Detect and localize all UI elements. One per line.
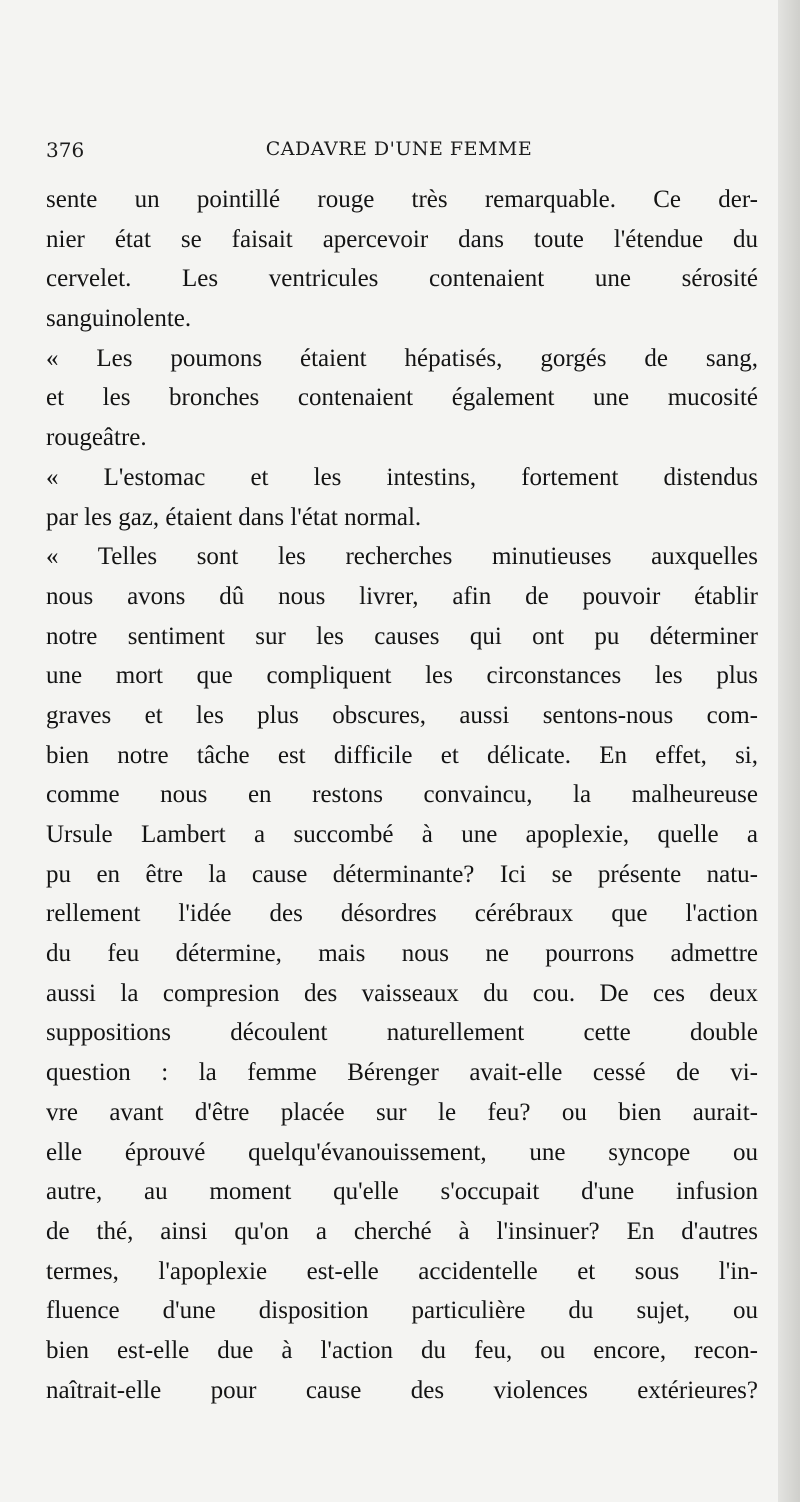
text-line: sanguinolente. xyxy=(46,305,192,333)
text-line: autre, au moment qu'elle s'occupait d'une infusion xyxy=(46,1178,758,1206)
running-head xyxy=(44,138,754,172)
running-title: CADAVRE D'UNE FEMME xyxy=(265,138,533,160)
text-line: aussi la compresion des vaisseaux du cou. De ces deux xyxy=(46,979,758,1007)
text-line: vre avant d'être placée sur le feu? ou bien aurait- xyxy=(46,1098,758,1126)
text-line: nous avons dû nous livrer, afin de pouvoir établir xyxy=(46,582,758,610)
page-edge-shadow xyxy=(778,0,800,1502)
text-line: comme nous en restons convaincu, la malheureuse xyxy=(46,781,758,809)
text-line: elle éprouvé quelqu'évanouissement, une syncope ou xyxy=(46,1138,758,1166)
text-line: de thé, ainsi qu'on a cherché à l'insinuer? En d'autres xyxy=(46,1217,758,1245)
text-line: cervelet. Les ventricules contenaient une sérosité xyxy=(46,265,758,293)
text-line: pu en être la cause déterminante? Ici se présente natu- xyxy=(46,860,758,888)
text-line: du feu détermine, mais nous ne pourrons admettre xyxy=(46,940,758,968)
text-line: « Telles sont les recherches minutieuses auxquelles xyxy=(46,543,758,571)
text-line: une mort que compliquent les circonstances les plus xyxy=(46,662,758,690)
text-line: suppositions découlent naturellement cette double xyxy=(46,1019,758,1047)
text-line: bien est-elle due à l'action du feu, ou encore, recon- xyxy=(46,1336,758,1364)
text-line: « Les poumons étaient hépatisés, gorgés de sang, xyxy=(46,344,758,372)
text-line: termes, l'apoplexie est-elle accidentelle et sous l'in- xyxy=(46,1257,758,1285)
body-text xyxy=(46,180,758,1410)
text-line: fluence d'une disposition particulière du sujet, ou xyxy=(46,1297,758,1325)
text-line: sente un pointillé rouge très remarquable. Ce der- xyxy=(46,186,758,213)
text-line: « L'estomac et les intestins, fortement distendus xyxy=(46,463,758,491)
text-line: notre sentiment sur les causes qui ont pu déterminer xyxy=(46,622,758,650)
text-line: nier état se faisait apercevoir dans toute l'étendue du xyxy=(46,225,758,253)
text-line: naîtrait-elle pour cause des violences extérieures? xyxy=(46,1376,758,1404)
text-line: rougeâtre. xyxy=(46,424,147,452)
text-line: bien notre tâche est difficile et délicate. En effet, si, xyxy=(46,741,758,769)
text-line: question : la femme Bérenger avait-elle cessé de vi- xyxy=(46,1059,758,1087)
text-line: et les bronches contenaient également une mucosité xyxy=(46,384,758,412)
text-line: rellement l'idée des désordres cérébraux que l'action xyxy=(46,900,758,928)
text-line: par les gaz, étaient dans l'état normal. xyxy=(46,503,422,531)
text-line: Ursule Lambert a succombé à une apoplexie, quelle a xyxy=(46,821,758,848)
page-number: 376 xyxy=(46,138,85,162)
text-line: graves et les plus obscures, aussi sentons-nous com- xyxy=(46,701,758,729)
